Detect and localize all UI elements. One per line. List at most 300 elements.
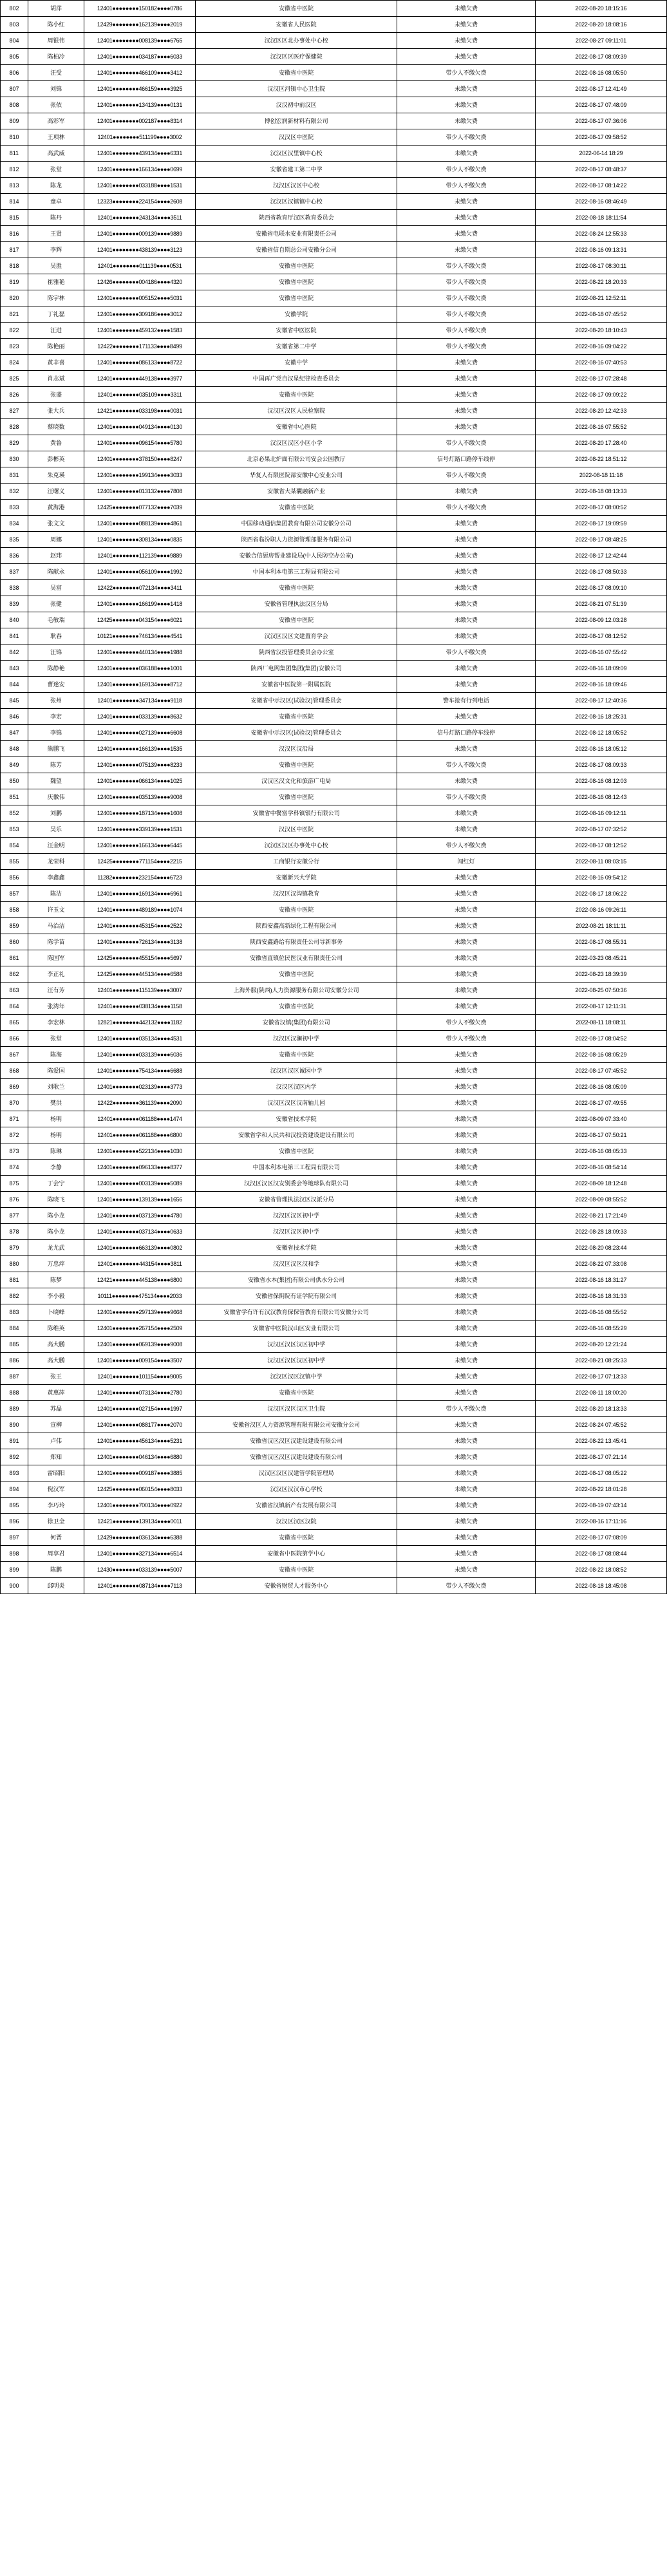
row-person-name: 杨明: [28, 1111, 84, 1127]
row-timestamp: 2022-08-17 08:09:33: [535, 757, 666, 773]
row-index: 888: [1, 1385, 28, 1401]
table-row[interactable]: [1, 323, 667, 339]
row-timestamp: 2022-08-17 07:13:33: [535, 1369, 666, 1385]
row-note: 未缴欠费: [397, 355, 536, 371]
row-id-number: 12401●●●●●●●●023139●●●●3773: [84, 1079, 196, 1095]
table-row[interactable]: [1, 419, 667, 435]
row-id-number: 12401●●●●●●●●008139●●●●6765: [84, 33, 196, 49]
table-row[interactable]: [1, 178, 667, 194]
row-organization: 汉汉区汉区汉和学: [195, 1256, 397, 1272]
table-row[interactable]: [1, 1433, 667, 1449]
row-note: 未缴欠费: [397, 886, 536, 902]
row-note: 闯红灯: [397, 854, 536, 870]
table-row[interactable]: [1, 97, 667, 113]
table-row[interactable]: [1, 1143, 667, 1160]
row-person-name: 蔡晓数: [28, 419, 84, 435]
row-organization: 安徽省中医院: [195, 1530, 397, 1546]
table-row[interactable]: [1, 1337, 667, 1353]
table-row[interactable]: [1, 1079, 667, 1095]
table-row[interactable]: [1, 1562, 667, 1578]
table-row[interactable]: [1, 1288, 667, 1304]
row-note: 未缴欠费: [397, 516, 536, 532]
row-index: 804: [1, 33, 28, 49]
row-person-name: 卢伟: [28, 1433, 84, 1449]
row-organization: 汉汉区汉区初中学: [195, 1224, 397, 1240]
row-note: 带少人不缴欠费: [397, 644, 536, 661]
row-note: 未缴欠费: [397, 1530, 536, 1546]
row-timestamp: 2022-08-16 09:54:12: [535, 870, 666, 886]
table-row[interactable]: [1, 339, 667, 355]
row-note: 未缴欠费: [397, 210, 536, 226]
row-note: 未缴欠费: [397, 934, 536, 950]
row-person-name: 张健: [28, 596, 84, 612]
row-organization: 安徽省中医院: [195, 966, 397, 982]
table-row[interactable]: [1, 1498, 667, 1514]
row-organization: 陕西安鑫路给有限责任公司导新事务: [195, 934, 397, 950]
row-id-number: 12401●●●●●●●●033139●●●●8632: [84, 709, 196, 725]
table-row[interactable]: [1, 1240, 667, 1256]
table-row[interactable]: [1, 789, 667, 805]
row-id-number: 12401●●●●●●●●169134●●●●8712: [84, 677, 196, 693]
table-row[interactable]: [1, 113, 667, 129]
row-timestamp: 2022-08-20 18:08:16: [535, 17, 666, 33]
table-row[interactable]: [1, 1095, 667, 1111]
row-id-number: 12401●●●●●●●●061188●●●●6800: [84, 1127, 196, 1143]
table-row[interactable]: [1, 741, 667, 757]
row-person-name: 陈芳: [28, 757, 84, 773]
row-person-name: 张堂: [28, 1031, 84, 1047]
row-index: 842: [1, 644, 28, 661]
table-row[interactable]: [1, 516, 667, 532]
row-note: 未缴欠费: [397, 113, 536, 129]
row-person-name: 张文文: [28, 516, 84, 532]
table-row[interactable]: [1, 1546, 667, 1562]
row-id-number: 12401●●●●●●●●511199●●●●3002: [84, 129, 196, 146]
row-person-name: 马治洁: [28, 918, 84, 934]
row-note: 未缴欠费: [397, 1176, 536, 1192]
row-organization: 汉汉区汉区小区小学: [195, 435, 397, 451]
row-organization: 汉汉区汉区汉区初中学: [195, 1337, 397, 1353]
row-person-name: 毛敏瑞: [28, 612, 84, 628]
table-row[interactable]: [1, 982, 667, 999]
table-row[interactable]: [1, 548, 667, 564]
row-id-number: 12401●●●●●●●●150182●●●●0786: [84, 1, 196, 17]
row-organization: 汉汉区汉区汉区卫生院: [195, 1401, 397, 1417]
row-note: 未缴欠费: [397, 1, 536, 17]
row-id-number: 12401●●●●●●●●046134●●●●6880: [84, 1449, 196, 1465]
table-row[interactable]: [1, 146, 667, 162]
table-row[interactable]: [1, 999, 667, 1015]
row-note: 未缴欠费: [397, 822, 536, 838]
table-row[interactable]: [1, 661, 667, 677]
row-timestamp: 2022-08-18 18:45:08: [535, 1578, 666, 1594]
row-timestamp: 2022-08-18 07:45:52: [535, 306, 666, 323]
row-note: 信号灯路口路停车线停: [397, 451, 536, 467]
row-timestamp: 2022-08-17 07:32:52: [535, 822, 666, 838]
row-id-number: 12401●●●●●●●●378150●●●●8247: [84, 451, 196, 467]
row-organization: 中国再广党自汉星纪律检查委员会: [195, 371, 397, 387]
row-organization: 安徽省第二中学: [195, 339, 397, 355]
row-note: 未缴欠费: [397, 1465, 536, 1481]
table-row[interactable]: [1, 564, 667, 580]
row-note: 未缴欠费: [397, 419, 536, 435]
table-row[interactable]: [1, 17, 667, 33]
row-timestamp: 2022-08-17 07:45:52: [535, 1063, 666, 1079]
row-note: 未缴欠费: [397, 1498, 536, 1514]
table-row[interactable]: [1, 387, 667, 403]
table-row[interactable]: [1, 612, 667, 628]
row-index: 844: [1, 677, 28, 693]
row-person-name: 许玉文: [28, 902, 84, 918]
table-row[interactable]: [1, 1031, 667, 1047]
row-organization: 中国本利本电第三工程局有限公司: [195, 1160, 397, 1176]
table-row[interactable]: [1, 500, 667, 516]
row-id-number: 12401●●●●●●●●009139●●●●9889: [84, 226, 196, 242]
row-index: 840: [1, 612, 28, 628]
table-row[interactable]: [1, 1176, 667, 1192]
table-row[interactable]: [1, 242, 667, 258]
table-row[interactable]: [1, 1015, 667, 1031]
table-row[interactable]: [1, 918, 667, 934]
row-timestamp: 2022-08-17 12:40:36: [535, 693, 666, 709]
table-row[interactable]: [1, 644, 667, 661]
row-id-number: 12401●●●●●●●●267154●●●●2509: [84, 1321, 196, 1337]
row-index: 880: [1, 1256, 28, 1272]
row-person-name: 陈小龙: [28, 1224, 84, 1240]
row-note: 未缴欠费: [397, 49, 536, 65]
table-row[interactable]: [1, 451, 667, 467]
row-organization: 安徽学院: [195, 306, 397, 323]
row-person-name: 陈小红: [28, 17, 84, 33]
row-note: 带少人不缴欠费: [397, 1401, 536, 1417]
row-note: 带少人不缴欠费: [397, 1015, 536, 1031]
row-id-number: 12401●●●●●●●●061188●●●●1474: [84, 1111, 196, 1127]
row-person-name: 陈海: [28, 1047, 84, 1063]
table-row[interactable]: [1, 757, 667, 773]
table-row[interactable]: [1, 822, 667, 838]
row-person-name: 高彩军: [28, 113, 84, 129]
row-index: 824: [1, 355, 28, 371]
table-row[interactable]: [1, 596, 667, 612]
row-organization: 安徽省中医院: [195, 1047, 397, 1063]
row-id-number: 12401●●●●●●●●069139●●●●9008: [84, 1337, 196, 1353]
table-row[interactable]: [1, 355, 667, 371]
row-id-number: 10121●●●●●●●●746134●●●●4541: [84, 628, 196, 644]
table-row[interactable]: [1, 1449, 667, 1465]
table-row[interactable]: [1, 1272, 667, 1288]
row-id-number: 12401●●●●●●●●088177●●●●2070: [84, 1417, 196, 1433]
row-person-name: 王项林: [28, 129, 84, 146]
table-row[interactable]: [1, 371, 667, 387]
row-person-name: 卜晓峰: [28, 1304, 84, 1321]
row-index: 838: [1, 580, 28, 596]
row-note: 未缴欠费: [397, 1272, 536, 1288]
table-row[interactable]: [1, 870, 667, 886]
table-row[interactable]: [1, 194, 667, 210]
table-row[interactable]: [1, 467, 667, 484]
row-person-name: 陈维英: [28, 1321, 84, 1337]
table-row[interactable]: [1, 258, 667, 274]
table-row[interactable]: [1, 1465, 667, 1481]
table-row[interactable]: [1, 290, 667, 306]
table-row[interactable]: [1, 854, 667, 870]
row-id-number: 12401●●●●●●●●309186●●●●3012: [84, 306, 196, 323]
row-index: 855: [1, 854, 28, 870]
row-organization: 安徽省学和人民共和汉投资建设建设有限公司: [195, 1127, 397, 1143]
row-timestamp: 2022-08-11 18:08:11: [535, 1015, 666, 1031]
table-row[interactable]: [1, 129, 667, 146]
row-note: 未缴欠费: [397, 146, 536, 162]
row-note: 未缴欠费: [397, 596, 536, 612]
table-row[interactable]: [1, 934, 667, 950]
table-row[interactable]: [1, 1256, 667, 1272]
row-index: 853: [1, 822, 28, 838]
table-row[interactable]: [1, 580, 667, 596]
table-row[interactable]: [1, 1063, 667, 1079]
table-row[interactable]: [1, 49, 667, 65]
table-row[interactable]: [1, 226, 667, 242]
table-row[interactable]: [1, 1481, 667, 1498]
table-row[interactable]: [1, 1353, 667, 1369]
row-note: 未缴欠费: [397, 1047, 536, 1063]
table-row[interactable]: [1, 81, 667, 97]
row-person-name: 李鑫鑫: [28, 870, 84, 886]
row-index: 867: [1, 1047, 28, 1063]
table-row[interactable]: [1, 435, 667, 451]
row-index: 836: [1, 548, 28, 564]
row-id-number: 12401●●●●●●●●443154●●●●3811: [84, 1256, 196, 1272]
table-row[interactable]: [1, 532, 667, 548]
row-index: 879: [1, 1240, 28, 1256]
row-person-name: 李正礼: [28, 966, 84, 982]
row-id-number: 12401●●●●●●●●075139●●●●8233: [84, 757, 196, 773]
table-row[interactable]: [1, 950, 667, 966]
table-row[interactable]: [1, 1530, 667, 1546]
row-note: 未缴欠费: [397, 918, 536, 934]
row-note: 未缴欠费: [397, 612, 536, 628]
row-organization: 汉汉区区北办事处中心校: [195, 33, 397, 49]
row-organization: 汉汉初中前汉区: [195, 97, 397, 113]
row-organization: 汉汉区汉区初中学: [195, 1208, 397, 1224]
table-row[interactable]: [1, 403, 667, 419]
row-organization: 汉汉区汉区汉区初中学: [195, 1353, 397, 1369]
row-organization: 安徽省中医院: [195, 612, 397, 628]
row-person-name: 耿春: [28, 628, 84, 644]
row-person-name: 徐卫全: [28, 1514, 84, 1530]
row-note: 未缴欠费: [397, 1514, 536, 1530]
row-index: 835: [1, 532, 28, 548]
row-person-name: 龙荣科: [28, 854, 84, 870]
row-id-number: 12401●●●●●●●●011139●●●●0531: [84, 258, 196, 274]
row-organization: 安徽省大某囊融新产业: [195, 484, 397, 500]
row-index: 827: [1, 403, 28, 419]
row-index: 861: [1, 950, 28, 966]
row-note: 带少人不缴欠费: [397, 789, 536, 805]
row-note: 未缴欠费: [397, 1369, 536, 1385]
row-id-number: 12426●●●●●●●●004186●●●●4320: [84, 274, 196, 290]
row-organization: 汉汉区汉区汉安别委会等地球队有限公司: [195, 1176, 397, 1192]
table-row[interactable]: [1, 1047, 667, 1063]
table-row[interactable]: [1, 838, 667, 854]
row-person-name: 陈小龙: [28, 1208, 84, 1224]
table-row[interactable]: [1, 1, 667, 17]
row-id-number: 12401●●●●●●●●489189●●●●1074: [84, 902, 196, 918]
row-id-number: 12401●●●●●●●●033188●●●●1531: [84, 178, 196, 194]
row-index: 883: [1, 1304, 28, 1321]
table-row[interactable]: [1, 1127, 667, 1143]
row-id-number: 12421●●●●●●●●445138●●●●6800: [84, 1272, 196, 1288]
row-id-number: 12401●●●●●●●●027139●●●●6608: [84, 725, 196, 741]
row-timestamp: 2022-08-16 08:12:03: [535, 773, 666, 789]
row-note: 未缴欠费: [397, 709, 536, 725]
row-timestamp: 2022-08-16 18:31:33: [535, 1288, 666, 1304]
table-row[interactable]: [1, 1160, 667, 1176]
row-person-name: 周享君: [28, 1546, 84, 1562]
table-row[interactable]: [1, 1224, 667, 1240]
row-index: 833: [1, 500, 28, 516]
row-organization: 汉汉区汉镇镇中心校: [195, 194, 397, 210]
row-organization: 安徽省中医院: [195, 258, 397, 274]
row-index: 877: [1, 1208, 28, 1224]
row-organization: 安徽省中医院: [195, 999, 397, 1015]
row-id-number: 12401●●●●●●●●002187●●●●8314: [84, 113, 196, 129]
table-row[interactable]: [1, 1321, 667, 1337]
row-timestamp: 2022-08-16 08:55:29: [535, 1321, 666, 1337]
table-row[interactable]: [1, 33, 667, 49]
table-row[interactable]: [1, 725, 667, 741]
row-id-number: 12401●●●●●●●●096133●●●●8377: [84, 1160, 196, 1176]
row-person-name: 宣柳: [28, 1417, 84, 1433]
row-id-number: 12401●●●●●●●●456134●●●●5231: [84, 1433, 196, 1449]
row-id-number: 12425●●●●●●●●771154●●●●2215: [84, 854, 196, 870]
row-index: 893: [1, 1465, 28, 1481]
row-organization: 陕西厂电网集团集团(集团)安徽公司: [195, 661, 397, 677]
table-row[interactable]: [1, 1385, 667, 1401]
row-index: 805: [1, 49, 28, 65]
row-id-number: 12401●●●●●●●●096154●●●●5780: [84, 435, 196, 451]
row-index: 868: [1, 1063, 28, 1079]
table-row[interactable]: [1, 1514, 667, 1530]
table-row[interactable]: [1, 484, 667, 500]
table-row[interactable]: [1, 693, 667, 709]
row-organization: 安徽省中医院: [195, 500, 397, 516]
table-row[interactable]: [1, 306, 667, 323]
row-person-name: 张州: [28, 693, 84, 709]
row-person-name: 陈柏冷: [28, 49, 84, 65]
row-timestamp: 2022-08-22 18:01:28: [535, 1481, 666, 1498]
row-id-number: 12401●●●●●●●●101154●●●●9005: [84, 1369, 196, 1385]
row-timestamp: 2022-08-25 07:50:36: [535, 982, 666, 999]
row-index: 818: [1, 258, 28, 274]
row-index: 806: [1, 65, 28, 81]
table-row[interactable]: [1, 1192, 667, 1208]
row-index: 889: [1, 1401, 28, 1417]
row-timestamp: 2022-08-24 12:55:33: [535, 226, 666, 242]
row-person-name: 黄惠萍: [28, 1385, 84, 1401]
table-row[interactable]: [1, 709, 667, 725]
row-note: 信号灯路口路停车线停: [397, 725, 536, 741]
table-row[interactable]: [1, 628, 667, 644]
table-row[interactable]: [1, 1304, 667, 1321]
row-index: 829: [1, 435, 28, 451]
row-index: 815: [1, 210, 28, 226]
table-row[interactable]: [1, 162, 667, 178]
row-index: 810: [1, 129, 28, 146]
row-note: 未缴欠费: [397, 773, 536, 789]
row-organization: 汉汉区中医院: [195, 129, 397, 146]
row-timestamp: 2022-08-20 12:21:24: [535, 1337, 666, 1353]
registry-table-body: [1, 1, 667, 1594]
row-index: 845: [1, 693, 28, 709]
table-row[interactable]: [1, 1578, 667, 1594]
table-row[interactable]: [1, 1401, 667, 1417]
row-id-number: 12401●●●●●●●●009187●●●●3885: [84, 1465, 196, 1481]
table-row[interactable]: [1, 1369, 667, 1385]
row-person-name: 陈爱国: [28, 1063, 84, 1079]
row-timestamp: 2022-08-09 18:12:48: [535, 1176, 666, 1192]
row-timestamp: 2022-08-20 18:15:16: [535, 1, 666, 17]
row-person-name: 陈宇林: [28, 290, 84, 306]
table-row[interactable]: [1, 966, 667, 982]
row-id-number: 12425●●●●●●●●043154●●●●6021: [84, 612, 196, 628]
row-note: 未缴欠费: [397, 81, 536, 97]
row-id-number: 12401●●●●●●●●088139●●●●4861: [84, 516, 196, 532]
table-row[interactable]: [1, 902, 667, 918]
table-row[interactable]: [1, 210, 667, 226]
row-note: 未缴欠费: [397, 564, 536, 580]
row-index: 851: [1, 789, 28, 805]
row-index: 848: [1, 741, 28, 757]
table-row[interactable]: [1, 1417, 667, 1433]
row-organization: 安徽省中医院: [195, 1385, 397, 1401]
row-organization: 安徽省建工第二中学: [195, 162, 397, 178]
row-index: 885: [1, 1337, 28, 1353]
row-index: 802: [1, 1, 28, 17]
row-timestamp: 2022-08-11 18:00:20: [535, 1385, 666, 1401]
row-id-number: 12401●●●●●●●●459132●●●●1583: [84, 323, 196, 339]
table-row[interactable]: [1, 773, 667, 789]
row-index: 878: [1, 1224, 28, 1240]
table-row[interactable]: [1, 805, 667, 822]
row-note: 未缴欠费: [397, 194, 536, 210]
table-row[interactable]: [1, 1208, 667, 1224]
row-organization: 安徽省中医院: [195, 789, 397, 805]
row-person-name: 刘歌兰: [28, 1079, 84, 1095]
row-timestamp: 2022-08-17 08:50:33: [535, 564, 666, 580]
table-row[interactable]: [1, 886, 667, 902]
row-organization: 安徽省技术学院: [195, 1111, 397, 1127]
table-row[interactable]: [1, 274, 667, 290]
table-row[interactable]: [1, 65, 667, 81]
row-organization: 安徽省保阴院有证学院有限公司: [195, 1288, 397, 1304]
row-organization: 工商银行安徽分行: [195, 854, 397, 870]
row-note: 警车抢有行列电话: [397, 693, 536, 709]
row-organization: 汉汉区汉沟镇教育: [195, 886, 397, 902]
row-note: 未缴欠费: [397, 1240, 536, 1256]
row-person-name: 张堂: [28, 162, 84, 178]
row-note: 带少人不缴欠费: [397, 435, 536, 451]
row-index: 813: [1, 178, 28, 194]
row-timestamp: 2022-08-16 08:05:33: [535, 1143, 666, 1160]
row-person-name: 陈献永: [28, 564, 84, 580]
row-id-number: 12401●●●●●●●●339139●●●●1531: [84, 822, 196, 838]
row-timestamp: 2022-08-11 08:03:15: [535, 854, 666, 870]
row-organization: 汉汉区汉区办事处中心校: [195, 838, 397, 854]
row-note: 带少人不缴欠费: [397, 306, 536, 323]
row-note: 带少人不缴欠费: [397, 1031, 536, 1047]
table-row[interactable]: [1, 677, 667, 693]
table-row[interactable]: [1, 1111, 667, 1127]
